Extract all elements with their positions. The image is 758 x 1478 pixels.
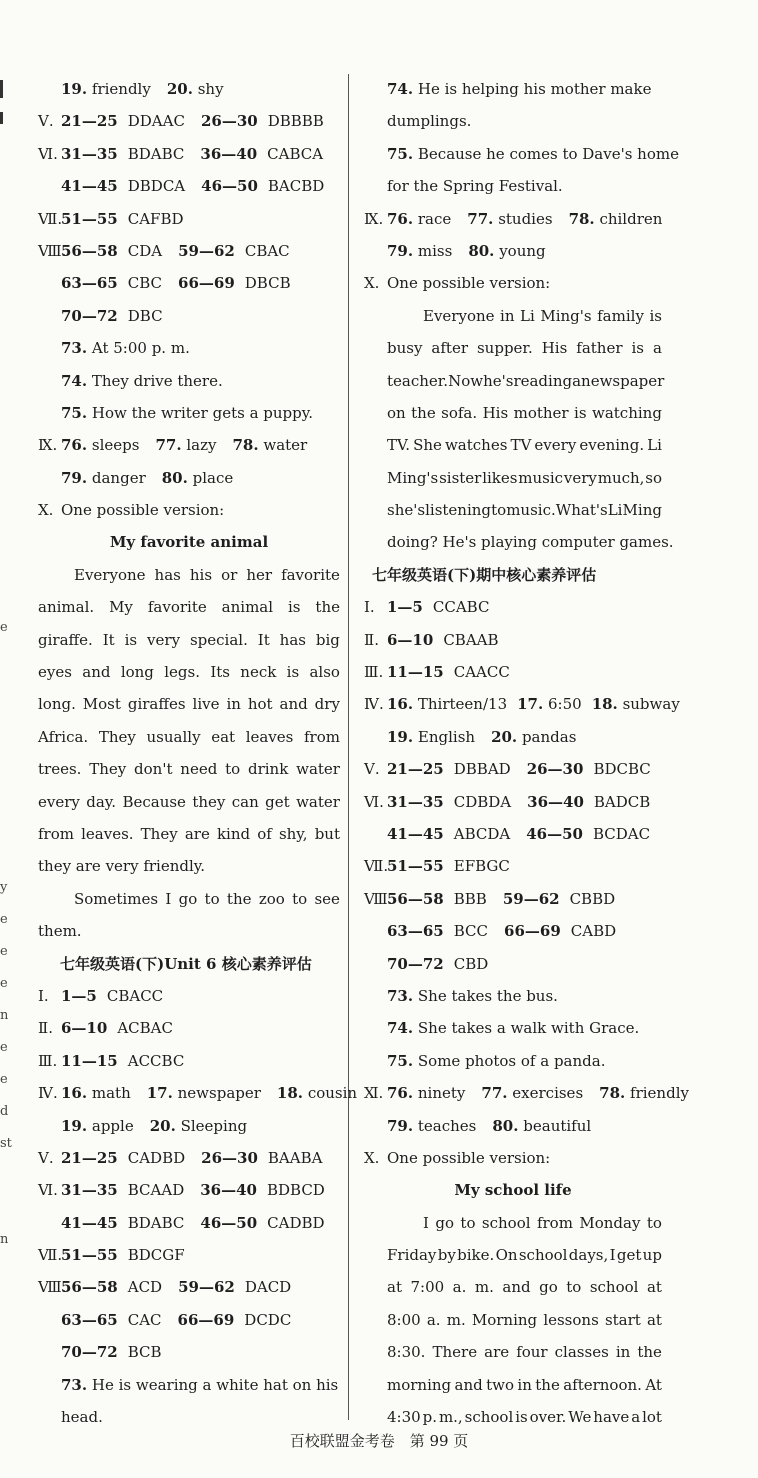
answer-line: Ⅵ. 31—35 BCAAD 36—40 BDBCD	[38, 1181, 325, 1200]
essay-line	[38, 721, 340, 753]
answer-line: 74. He is helping his mother make	[387, 80, 652, 98]
right-column	[364, 73, 689, 1433]
essay-word: at	[387, 1278, 402, 1297]
answer-line: Ⅹ. One possible version:	[364, 274, 551, 293]
essay-word: is	[574, 403, 587, 422]
answer-line: Ⅷ.56—58 BBB 59—62 CBBD	[364, 889, 616, 908]
essay-word: after	[431, 339, 468, 358]
essay-word: the	[411, 403, 436, 422]
essay-word: Africa.	[38, 727, 89, 746]
essay-word: up	[642, 1246, 662, 1265]
essay-word: of	[257, 824, 272, 843]
essay-word: I	[609, 1246, 616, 1265]
answer-line: Ⅳ. 16. math 17. newspaper 18. cousin	[38, 1084, 358, 1103]
essay-word: Ming	[622, 501, 662, 520]
essay-line	[387, 494, 662, 526]
essay-word: she's	[387, 501, 426, 520]
answer-line: Ⅱ. 6—10 CBAAB	[364, 630, 499, 649]
essay-word: is	[287, 598, 301, 617]
essay-word: on	[387, 403, 406, 422]
essay-word: They	[89, 760, 127, 779]
essay-line	[38, 883, 340, 915]
essay-word: need	[180, 760, 218, 779]
answer-line: Ⅶ.51—55 BDCGF	[38, 1246, 185, 1265]
essay-word: to	[460, 1213, 476, 1232]
essay-word: Everyone	[423, 306, 495, 325]
essay-word: in	[500, 306, 515, 325]
left-column	[38, 73, 358, 1433]
answer-line: 75. Because he comes to Dave's home	[387, 144, 679, 163]
answer-line: 73. At 5:00 p. m.	[61, 339, 190, 358]
essay-line	[38, 656, 340, 688]
essay-word: music	[518, 468, 564, 487]
margin-letter: y	[0, 880, 8, 895]
essay-word: zoo	[258, 889, 285, 908]
essay-word: to	[204, 889, 220, 908]
essay-word: start	[604, 1310, 641, 1329]
essay-word: a	[652, 339, 662, 358]
essay-word: morning	[387, 1375, 452, 1394]
essay-word: m.	[474, 1278, 494, 1297]
essay-word: usually	[146, 727, 201, 746]
essay-line	[38, 688, 340, 720]
essay-word: At	[645, 1375, 662, 1394]
essay-word: leaves	[245, 727, 294, 746]
essay-word: giraffe.	[38, 630, 93, 649]
answer-line: 75. Some photos of a panda.	[387, 1051, 606, 1070]
essay-word: m.,	[438, 1408, 463, 1427]
essay-word: On	[495, 1246, 518, 1265]
essay-word: go	[178, 889, 198, 908]
answer-line: Ⅶ.51—55 EFBGC	[364, 857, 510, 876]
answer-line: for the Spring Festival.	[387, 177, 563, 196]
essay-word: to	[292, 889, 308, 908]
essay-word: water	[296, 792, 340, 811]
essay-word: and	[82, 663, 111, 682]
essay-word: classes	[554, 1343, 609, 1362]
essay-word: eat	[211, 727, 236, 746]
answer-line: head.	[61, 1408, 103, 1427]
essay-line: them.	[38, 922, 82, 941]
essay-word: four	[516, 1343, 548, 1362]
answer-line: 63—65 CBC 66—69 DBCB	[61, 274, 291, 293]
essay-word: Sometimes	[74, 889, 159, 908]
essay-word: It	[102, 630, 115, 649]
section-title: 七年级英语(下)Unit 6 核心素养评估	[60, 954, 312, 973]
essay-word: the	[535, 1375, 560, 1394]
essay-word: She	[413, 436, 442, 455]
essay-word: are	[184, 824, 210, 843]
essay-line	[387, 1239, 662, 1271]
essay-line	[387, 332, 662, 364]
answer-line: Ⅳ. 16. Thirteen/13 17. 6:50 18. subway	[364, 695, 680, 714]
essay-word: animal.	[38, 598, 95, 617]
margin-letter: e	[0, 976, 8, 991]
margin-letter: e	[0, 620, 8, 635]
essay-line	[387, 1369, 662, 1401]
essay-word: get	[616, 1246, 642, 1265]
essay-word: Ming's	[540, 306, 592, 325]
essay-word: supper.	[476, 339, 533, 358]
margin-letter: e	[0, 1040, 8, 1055]
essay-line	[387, 1401, 662, 1433]
essay-word: lessons	[543, 1310, 599, 1329]
essay-word: special.	[189, 630, 248, 649]
essay-word: My	[109, 598, 133, 617]
essay-word: We	[568, 1408, 592, 1427]
essay-word: at	[646, 1310, 662, 1329]
essay-word: also	[309, 663, 340, 682]
essay-word: lot	[642, 1408, 662, 1427]
essay-word: long.	[38, 695, 76, 714]
essay-word: have	[593, 1408, 630, 1427]
essay-word: afternoon.	[563, 1375, 642, 1394]
answer-line: Ⅷ.56—58 ACD 59—62 DACD	[38, 1278, 292, 1297]
essay-word: is	[515, 1408, 528, 1427]
essay-word: school	[589, 1278, 639, 1297]
answer-line: 63—65 BCC 66—69 CABD	[387, 922, 617, 941]
essay-word: His	[541, 339, 568, 358]
essay-word: They	[140, 824, 178, 843]
margin-letter: n	[0, 1232, 9, 1247]
essay-word: school	[518, 1246, 568, 1265]
essay-word: so	[645, 468, 662, 487]
answer-line: 74. She takes a walk with Grace.	[387, 1019, 640, 1038]
answer-line: 19. friendly 20. shy	[61, 80, 224, 98]
essay-word: Friday	[387, 1246, 437, 1265]
answer-line: Ⅴ. 21—25 DDAAC 26—30 DBBBB	[38, 112, 324, 131]
essay-word: hot	[247, 695, 273, 714]
essay-word: busy	[387, 339, 423, 358]
essay-word: animal	[221, 598, 274, 617]
answer-line: 19. English 20. pandas	[387, 727, 577, 746]
essay-word: TV.	[387, 436, 410, 455]
essay-word: Li	[520, 306, 535, 325]
essay-word: 8:00	[387, 1310, 421, 1329]
answer-line: Ⅱ. 6—10 ACBAC	[38, 1019, 173, 1038]
answer-line: 41—45 ABCDA 46—50 BCDAC	[387, 824, 651, 843]
essay-word: There	[432, 1343, 478, 1362]
essay-word: watching	[591, 403, 662, 422]
margin-letter: st	[0, 1136, 12, 1151]
answer-line: 73. She takes the bus.	[387, 986, 558, 1005]
essay-word: go	[539, 1278, 558, 1297]
essay-word: newspaper	[581, 371, 665, 390]
essay-word: see	[314, 889, 340, 908]
answer-line: 74. They drive there.	[61, 371, 223, 390]
answer-line: Ⅴ. 21—25 DBBAD 26—30 BDCBC	[364, 760, 651, 779]
essay-word: two	[486, 1375, 515, 1394]
essay-word: to	[491, 501, 507, 520]
essay-word: from	[38, 824, 74, 843]
answer-line: 63—65 CAC 66—69 DCDC	[61, 1310, 292, 1329]
answer-line: Ⅸ. 76. race 77. studies 78. children	[364, 209, 663, 228]
answer-line: Ⅰ. 1—5 CCABC	[364, 598, 490, 617]
edge-mark	[0, 112, 3, 124]
essay-line	[387, 1271, 662, 1303]
essay-word: he's	[483, 371, 514, 390]
essay-word: go	[435, 1213, 454, 1232]
essay-word: 7:00	[410, 1278, 445, 1297]
essay-word: and	[279, 695, 308, 714]
essay-word: get	[265, 792, 290, 811]
essay-word: eyes	[38, 663, 72, 682]
answer-line: 41—45 BDABC 46—50 CADBD	[61, 1213, 325, 1232]
essay-word: has	[154, 565, 181, 584]
essay-word: What's	[555, 501, 608, 520]
essay-word: legs.	[164, 663, 200, 682]
essay-word: It	[257, 630, 270, 649]
essay-word: father	[576, 339, 623, 358]
essay-line	[387, 1207, 662, 1239]
essay-word: from	[304, 727, 340, 746]
essay-word: are	[484, 1343, 510, 1362]
margin-letter: d	[0, 1104, 9, 1119]
essay-word: Morning	[471, 1310, 538, 1329]
essay-word: evening.	[579, 436, 645, 455]
essay-word: don't	[134, 760, 173, 779]
answer-line: Ⅵ. 31—35 CDBDA 36—40 BADCB	[364, 792, 651, 811]
answer-line: Ⅸ. 76. sleeps 77. lazy 78. water	[38, 436, 308, 455]
essay-word: watches	[444, 436, 508, 455]
essay-word: dry	[314, 695, 340, 714]
answer-line: Ⅹ. One possible version:	[364, 1148, 551, 1167]
essay-line	[38, 818, 340, 850]
answer-line: 70—72 BCB	[61, 1343, 162, 1362]
essay-word: His	[482, 403, 509, 422]
essay-word: has	[279, 630, 306, 649]
answer-line: Ⅺ. 76. ninety 77. exercises 78. friendly	[364, 1084, 689, 1103]
essay-word: they	[192, 792, 226, 811]
answer-line: 19. apple 20. Sleeping	[61, 1116, 248, 1135]
essay-word: likes	[482, 468, 518, 487]
essay-line	[387, 462, 662, 494]
essay-word: Li	[647, 436, 662, 455]
essay-word: sister	[439, 468, 482, 487]
essay-word: reading	[513, 371, 573, 390]
essay-word: music.	[506, 501, 556, 520]
essay-line	[38, 753, 340, 785]
essay-word: Most	[82, 695, 121, 714]
essay-word: kind	[216, 824, 251, 843]
essay-word: and	[502, 1278, 531, 1297]
answer-line: Ⅲ. 11—15 CAACC	[364, 663, 510, 682]
essay-word: at	[646, 1278, 662, 1297]
essay-line: doing? He's playing computer games.	[387, 533, 674, 552]
essay-word: every	[38, 792, 80, 811]
essay-line	[38, 624, 340, 656]
essay-word: m.	[446, 1310, 466, 1329]
essay-word: her	[246, 565, 273, 584]
margin-letter: e	[0, 944, 8, 959]
essay-word: neck	[240, 663, 277, 682]
answer-line: Ⅲ. 11—15 ACCBC	[38, 1051, 185, 1070]
essay-word: They	[98, 727, 136, 746]
answer-line: Ⅵ. 31—35 BDABC 36—40 CABCA	[38, 144, 324, 163]
essay-line	[387, 1336, 662, 1368]
answer-line: 73. He is wearing a white hat on his	[61, 1375, 339, 1394]
essay-word: school	[464, 1408, 514, 1427]
margin-letter: e	[0, 1072, 8, 1087]
essay-word: a	[631, 1408, 641, 1427]
essay-word: can	[231, 792, 259, 811]
essay-word: is	[649, 306, 662, 325]
essay-word: to	[646, 1213, 662, 1232]
essay-word: is	[286, 663, 300, 682]
essay-word: bike.	[457, 1246, 495, 1265]
essay-word: listening	[425, 501, 492, 520]
essay-line	[387, 365, 665, 397]
essay-word: a.	[426, 1310, 441, 1329]
essay-word: Its	[210, 663, 230, 682]
essay-word: sofa.	[441, 403, 478, 422]
essay-word: 4:30	[387, 1408, 421, 1427]
essay-word: Because	[122, 792, 186, 811]
essay-word: to	[566, 1278, 582, 1297]
essay-word: family	[597, 306, 644, 325]
essay-word: every	[534, 436, 577, 455]
essay-word: his	[189, 565, 213, 584]
essay-word: p.	[422, 1408, 437, 1427]
essay-word: is	[124, 630, 138, 649]
essay-line	[38, 591, 340, 623]
essay-word: giraffes	[127, 695, 186, 714]
margin-letter: e	[0, 912, 8, 927]
essay-word: I	[165, 889, 172, 908]
essay-word: drink	[247, 760, 289, 779]
answer-line: 79. danger 80. place	[61, 468, 234, 487]
essay-line	[38, 559, 340, 591]
essay-paragraph	[364, 300, 674, 559]
essay-word: the	[226, 889, 252, 908]
essay-word: much,	[597, 468, 645, 487]
answer-line: dumplings.	[387, 112, 472, 131]
essay-word: in	[517, 1375, 532, 1394]
essay-line	[38, 786, 340, 818]
essay-word: or	[221, 565, 238, 584]
essay-word: long	[120, 663, 154, 682]
edge-mark	[0, 80, 3, 98]
essay-word: by	[437, 1246, 456, 1265]
column-divider	[348, 74, 349, 1420]
essay-line: they are very friendly.	[38, 857, 206, 876]
essay-line	[387, 429, 662, 461]
answer-line: Ⅹ. One possible version:	[38, 501, 225, 520]
margin-letter: n	[0, 1008, 9, 1023]
essay-word: the	[637, 1343, 662, 1362]
essay-word: 8:30.	[387, 1343, 426, 1362]
essay-word: the	[315, 598, 340, 617]
answer-line: Ⅶ.51—55 CAFBD	[38, 209, 184, 228]
essay-word: favorite	[281, 565, 340, 584]
answer-line: Ⅴ. 21—25 CADBD 26—30 BAABA	[38, 1148, 323, 1167]
essay-word: to	[225, 760, 241, 779]
answer-line: 70—72 DBC	[61, 306, 163, 325]
section-title: 七年级英语(下)期中核心素养评估	[372, 565, 597, 584]
essay-word: teacher.	[387, 371, 449, 390]
essay-word: Everyone	[74, 565, 146, 584]
answer-line: 75. How the writer gets a puppy.	[61, 403, 313, 422]
essay-word: Monday	[579, 1213, 641, 1232]
essay-word: a	[572, 371, 582, 390]
essay-word: but	[314, 824, 340, 843]
essay-word: over.	[529, 1408, 567, 1427]
essay-title: My favorite animal	[109, 533, 269, 552]
essay-line	[387, 397, 662, 429]
essay-line	[387, 300, 662, 332]
essay-word: Ming's	[387, 468, 439, 487]
essay-word: day.	[86, 792, 117, 811]
essay-word: a.	[452, 1278, 467, 1297]
answer-line: 79. teaches 80. beautiful	[387, 1116, 592, 1135]
essay-word: shy,	[278, 824, 308, 843]
essay-paragraph	[38, 559, 340, 948]
essay-word: TV	[510, 436, 532, 455]
answer-line: Ⅷ.56—58 CDA 59—62 CBAC	[38, 241, 290, 260]
answer-line: Ⅰ. 1—5 CBACC	[38, 986, 164, 1005]
essay-word: trees.	[38, 760, 82, 779]
answer-line: 70—72 CBD	[387, 954, 489, 973]
essay-word: favorite	[147, 598, 207, 617]
essay-title: My school life	[454, 1181, 572, 1200]
answer-line: 79. miss 80. young	[387, 241, 546, 260]
essay-word: in	[226, 695, 241, 714]
essay-word: very	[563, 468, 597, 487]
essay-word: live	[192, 695, 220, 714]
essay-line	[387, 1304, 662, 1336]
essay-word: big	[315, 630, 340, 649]
answer-line: 41—45 DBDCA 46—50 BACBD	[61, 177, 325, 196]
essay-word: mother	[513, 403, 569, 422]
essay-word: very	[147, 630, 181, 649]
essay-word: Now	[448, 371, 484, 390]
essay-word: days,	[568, 1246, 609, 1265]
essay-word: from	[536, 1213, 573, 1232]
essay-word: is	[631, 339, 644, 358]
essay-word: and	[454, 1375, 483, 1394]
essay-word: school	[481, 1213, 531, 1232]
essay-word: in	[615, 1343, 631, 1362]
essay-word: I	[423, 1213, 429, 1232]
essay-paragraph	[364, 1207, 662, 1434]
essay-word: leaves.	[81, 824, 134, 843]
page-footer: 百校联盟金考卷 第 99 页	[289, 1432, 469, 1450]
essay-word: water	[296, 760, 340, 779]
essay-word: Li	[607, 501, 623, 520]
